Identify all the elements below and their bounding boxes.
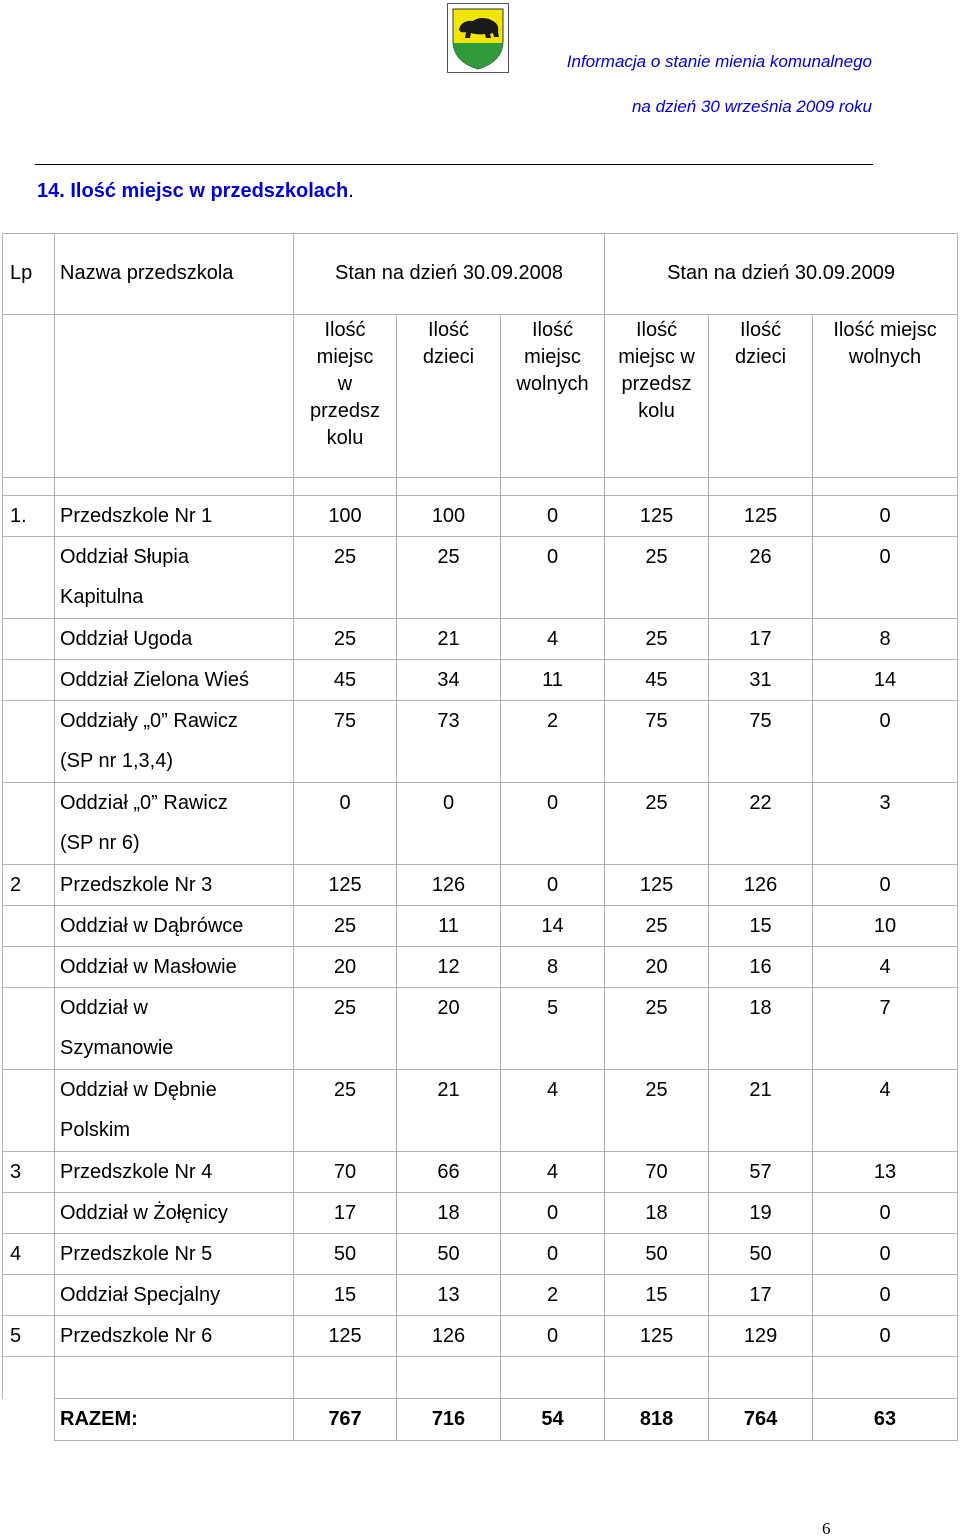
- header-row: [3, 234, 958, 315]
- row-value: 125: [605, 865, 709, 906]
- subheader-col-1: [294, 315, 397, 478]
- subheader-line: Ilość: [531, 319, 574, 341]
- subheader-line: w: [337, 373, 353, 395]
- row-value: 13: [813, 1152, 958, 1193]
- row-name-cell: [55, 1070, 294, 1152]
- table-row: [3, 947, 958, 988]
- row-name: Oddział w Masłowie: [60, 956, 237, 978]
- row-value: 125: [294, 865, 397, 906]
- row-lp: [3, 701, 55, 783]
- row-name: Przedszkole Nr 5: [60, 1243, 213, 1265]
- row-value: 0: [813, 537, 958, 619]
- total-value: 54: [501, 1399, 605, 1441]
- row-value: 0: [501, 537, 605, 619]
- row-name-cell: [55, 1152, 294, 1193]
- row-value: 18: [397, 1193, 501, 1234]
- subheader-lp-empty: [3, 315, 55, 478]
- row-value: 16: [709, 947, 813, 988]
- row-value: 0: [501, 1193, 605, 1234]
- row-lp: [3, 660, 55, 701]
- row-name-cell: [55, 619, 294, 660]
- row-name: Oddział Specjalny: [60, 1284, 221, 1306]
- row-value: 73: [397, 701, 501, 783]
- row-lp: 3: [3, 1152, 55, 1193]
- row-value: 0: [397, 783, 501, 865]
- row-value: 2: [501, 1275, 605, 1316]
- row-name-line2: Polskim: [60, 1119, 131, 1141]
- subheader-name-empty: [55, 315, 294, 478]
- subheader-line: miejsc: [316, 346, 374, 368]
- row-name-cell: [55, 865, 294, 906]
- row-value: 0: [501, 783, 605, 865]
- row-value: 45: [605, 660, 709, 701]
- row-value: 7: [813, 988, 958, 1070]
- row-value: 100: [397, 496, 501, 537]
- row-value: 0: [813, 1234, 958, 1275]
- row-value: 75: [605, 701, 709, 783]
- row-name-cell: [55, 537, 294, 619]
- row-value: 2: [501, 701, 605, 783]
- table-row: [3, 783, 958, 865]
- preschool-table: [2, 233, 958, 1441]
- subheader-line: dzieci: [422, 346, 475, 368]
- row-value: 0: [501, 1234, 605, 1275]
- row-value: 18: [709, 988, 813, 1070]
- table-row: [3, 988, 958, 1070]
- page-number: 6: [822, 1519, 831, 1538]
- table-row: [3, 619, 958, 660]
- row-value: 26: [709, 537, 813, 619]
- total-label: RAZEM:: [55, 1399, 294, 1441]
- row-value: 17: [709, 619, 813, 660]
- row-value: 15: [294, 1275, 397, 1316]
- row-value: 0: [501, 496, 605, 537]
- row-value: 100: [294, 496, 397, 537]
- row-value: 5: [501, 988, 605, 1070]
- blank-row: [3, 1357, 958, 1399]
- row-value: 50: [397, 1234, 501, 1275]
- row-lp: 1.: [3, 496, 55, 537]
- subheader-line: wolnych: [516, 373, 589, 395]
- row-name-cell: [55, 906, 294, 947]
- row-value: 25: [605, 619, 709, 660]
- table-row: [3, 1070, 958, 1152]
- table-row: [3, 701, 958, 783]
- row-name: Przedszkole Nr 3: [60, 874, 213, 896]
- row-value: 50: [605, 1234, 709, 1275]
- subheader-line: Ilość: [739, 319, 782, 341]
- row-value: 66: [397, 1152, 501, 1193]
- row-value: 70: [605, 1152, 709, 1193]
- row-value: 14: [813, 660, 958, 701]
- subheader-col-3: [501, 315, 605, 478]
- row-value: 15: [709, 906, 813, 947]
- row-lp: [3, 1275, 55, 1316]
- row-value: 50: [709, 1234, 813, 1275]
- row-value: 3: [813, 783, 958, 865]
- row-value: 45: [294, 660, 397, 701]
- row-value: 21: [397, 1070, 501, 1152]
- row-value: 12: [397, 947, 501, 988]
- row-value: 70: [294, 1152, 397, 1193]
- row-value: 21: [397, 619, 501, 660]
- subheader-line: miejsc w: [618, 346, 695, 368]
- row-value: 25: [605, 537, 709, 619]
- row-value: 4: [813, 947, 958, 988]
- row-name: Oddział Słupia: [60, 546, 189, 568]
- row-lp: [3, 537, 55, 619]
- header-lp: Lp: [3, 234, 55, 315]
- row-value: 125: [709, 496, 813, 537]
- row-value: 50: [294, 1234, 397, 1275]
- subheader-line: kolu: [638, 400, 675, 422]
- row-value: 22: [709, 783, 813, 865]
- row-name-cell: [55, 1316, 294, 1357]
- row-name: Przedszkole Nr 1: [60, 505, 213, 527]
- row-name: Przedszkole Nr 4: [60, 1161, 213, 1183]
- row-value: 25: [605, 906, 709, 947]
- table-row: [3, 537, 958, 619]
- row-value: 19: [709, 1193, 813, 1234]
- header-name: Nazwa przedszkola: [55, 234, 294, 315]
- row-value: 0: [813, 701, 958, 783]
- row-value: 0: [813, 865, 958, 906]
- header-date: na dzień 30 września 2009 roku: [631, 97, 872, 116]
- row-value: 11: [501, 660, 605, 701]
- header-title: Informacja o stanie mienia komunalnego: [566, 52, 872, 71]
- row-value: 125: [605, 1316, 709, 1357]
- row-name-cell: [55, 947, 294, 988]
- row-value: 25: [294, 988, 397, 1070]
- section-title-dot: .: [348, 180, 354, 202]
- subheader-line: przedsz: [309, 400, 381, 422]
- row-value: 0: [813, 1316, 958, 1357]
- row-name: Oddział w Dąbrówce: [60, 915, 244, 937]
- subheader-row: [3, 315, 958, 478]
- row-value: 25: [294, 537, 397, 619]
- row-name-cell: [55, 1234, 294, 1275]
- subheader-line: Ilość: [324, 319, 366, 341]
- table-row: [3, 865, 958, 906]
- row-name-cell: [55, 701, 294, 783]
- row-value: 21: [709, 1070, 813, 1152]
- table-row: [3, 1275, 958, 1316]
- row-value: 126: [709, 865, 813, 906]
- table-row: [3, 906, 958, 947]
- header-divider: [35, 164, 873, 165]
- row-value: 8: [501, 947, 605, 988]
- row-value: 20: [605, 947, 709, 988]
- row-name: Oddziały „0” Rawicz: [60, 710, 238, 732]
- row-value: 20: [397, 988, 501, 1070]
- bear-coat-of-arms-icon: [447, 3, 509, 73]
- row-name: Oddział w: [60, 997, 148, 1019]
- table-row: [3, 660, 958, 701]
- row-value: 125: [605, 496, 709, 537]
- row-name-cell: [55, 660, 294, 701]
- row-name: Oddział „0” Rawicz: [60, 792, 228, 814]
- row-value: 8: [813, 619, 958, 660]
- row-value: 0: [294, 783, 397, 865]
- row-name-cell: [55, 1193, 294, 1234]
- row-value: 125: [294, 1316, 397, 1357]
- row-value: 25: [294, 619, 397, 660]
- row-value: 25: [294, 906, 397, 947]
- total-value: 716: [397, 1399, 501, 1441]
- subheader-col-2: [397, 315, 501, 478]
- row-value: 0: [813, 496, 958, 537]
- row-value: 4: [501, 1152, 605, 1193]
- total-row: [3, 1399, 958, 1441]
- subheader-line: Ilość: [635, 319, 678, 341]
- row-value: 4: [813, 1070, 958, 1152]
- subheader-col-5: [709, 315, 813, 478]
- row-value: 4: [501, 619, 605, 660]
- header-period-2009: Stan na dzień 30.09.2009: [605, 234, 958, 315]
- row-value: 31: [709, 660, 813, 701]
- total-value: 764: [709, 1399, 813, 1441]
- subheader-line: miejsc: [524, 346, 581, 368]
- row-value: 57: [709, 1152, 813, 1193]
- section-number: 14.: [37, 180, 65, 202]
- row-value: 34: [397, 660, 501, 701]
- row-value: 126: [397, 865, 501, 906]
- row-lp: [3, 619, 55, 660]
- row-value: 18: [605, 1193, 709, 1234]
- row-name: Oddział w Dębnie: [60, 1079, 217, 1101]
- total-value: 767: [294, 1399, 397, 1441]
- subheader-line: dzieci: [734, 346, 787, 368]
- row-name-cell: [55, 988, 294, 1070]
- table-row: [3, 1152, 958, 1193]
- subheader-line: kolu: [326, 427, 364, 449]
- row-name-line2: (SP nr 1,3,4): [60, 750, 174, 772]
- row-lp: [3, 947, 55, 988]
- total-value: 818: [605, 1399, 709, 1441]
- row-value: 17: [709, 1275, 813, 1316]
- row-value: 4: [501, 1070, 605, 1152]
- row-name-line2: Kapitulna: [60, 586, 144, 608]
- row-value: 15: [605, 1275, 709, 1316]
- row-value: 17: [294, 1193, 397, 1234]
- subheader-col-4: [605, 315, 709, 478]
- subheader-line: Ilość: [427, 319, 470, 341]
- row-name-line2: (SP nr 6): [60, 832, 140, 854]
- row-lp: [3, 906, 55, 947]
- row-value: 129: [709, 1316, 813, 1357]
- row-value: 25: [294, 1070, 397, 1152]
- row-value: 10: [813, 906, 958, 947]
- row-value: 11: [397, 906, 501, 947]
- total-value: 63: [813, 1399, 958, 1441]
- row-value: 0: [813, 1193, 958, 1234]
- row-name: Oddział Ugoda: [60, 628, 193, 650]
- row-value: 20: [294, 947, 397, 988]
- row-value: 75: [294, 701, 397, 783]
- row-value: 126: [397, 1316, 501, 1357]
- row-name-cell: [55, 1275, 294, 1316]
- row-name: Oddział Zielona Wieś: [60, 669, 249, 691]
- subheader-line: przedsz: [621, 373, 692, 395]
- subheader-line: Ilość miejsc: [833, 319, 937, 341]
- subheader-line: wolnych: [848, 346, 922, 368]
- row-value: 14: [501, 906, 605, 947]
- row-value: 25: [605, 783, 709, 865]
- row-lp: 4: [3, 1234, 55, 1275]
- row-name: Przedszkole Nr 6: [60, 1325, 213, 1347]
- row-value: 25: [605, 1070, 709, 1152]
- row-lp: [3, 783, 55, 865]
- spacer-row: [3, 478, 958, 496]
- row-value: 75: [709, 701, 813, 783]
- row-lp: [3, 1070, 55, 1152]
- section-title-text: Ilość miejsc w przedszkolach: [70, 180, 349, 202]
- section-title: [37, 180, 354, 203]
- table-row: [3, 1316, 958, 1357]
- header-period-2008: Stan na dzień 30.09.2008: [294, 234, 605, 315]
- table-row: [3, 1234, 958, 1275]
- table-row: [3, 496, 958, 537]
- row-value: 0: [501, 865, 605, 906]
- row-name-cell: [55, 496, 294, 537]
- row-lp: 5: [3, 1316, 55, 1357]
- row-lp: [3, 988, 55, 1070]
- row-value: 25: [605, 988, 709, 1070]
- table-row: [3, 1193, 958, 1234]
- row-lp: [3, 1193, 55, 1234]
- row-value: 13: [397, 1275, 501, 1316]
- row-value: 0: [501, 1316, 605, 1357]
- row-value: 0: [813, 1275, 958, 1316]
- row-lp: 2: [3, 865, 55, 906]
- row-value: 25: [397, 537, 501, 619]
- row-name: Oddział w Żołęnicy: [60, 1202, 228, 1224]
- row-name-cell: [55, 783, 294, 865]
- subheader-col-6: [813, 315, 958, 478]
- row-name-line2: Szymanowie: [60, 1037, 174, 1059]
